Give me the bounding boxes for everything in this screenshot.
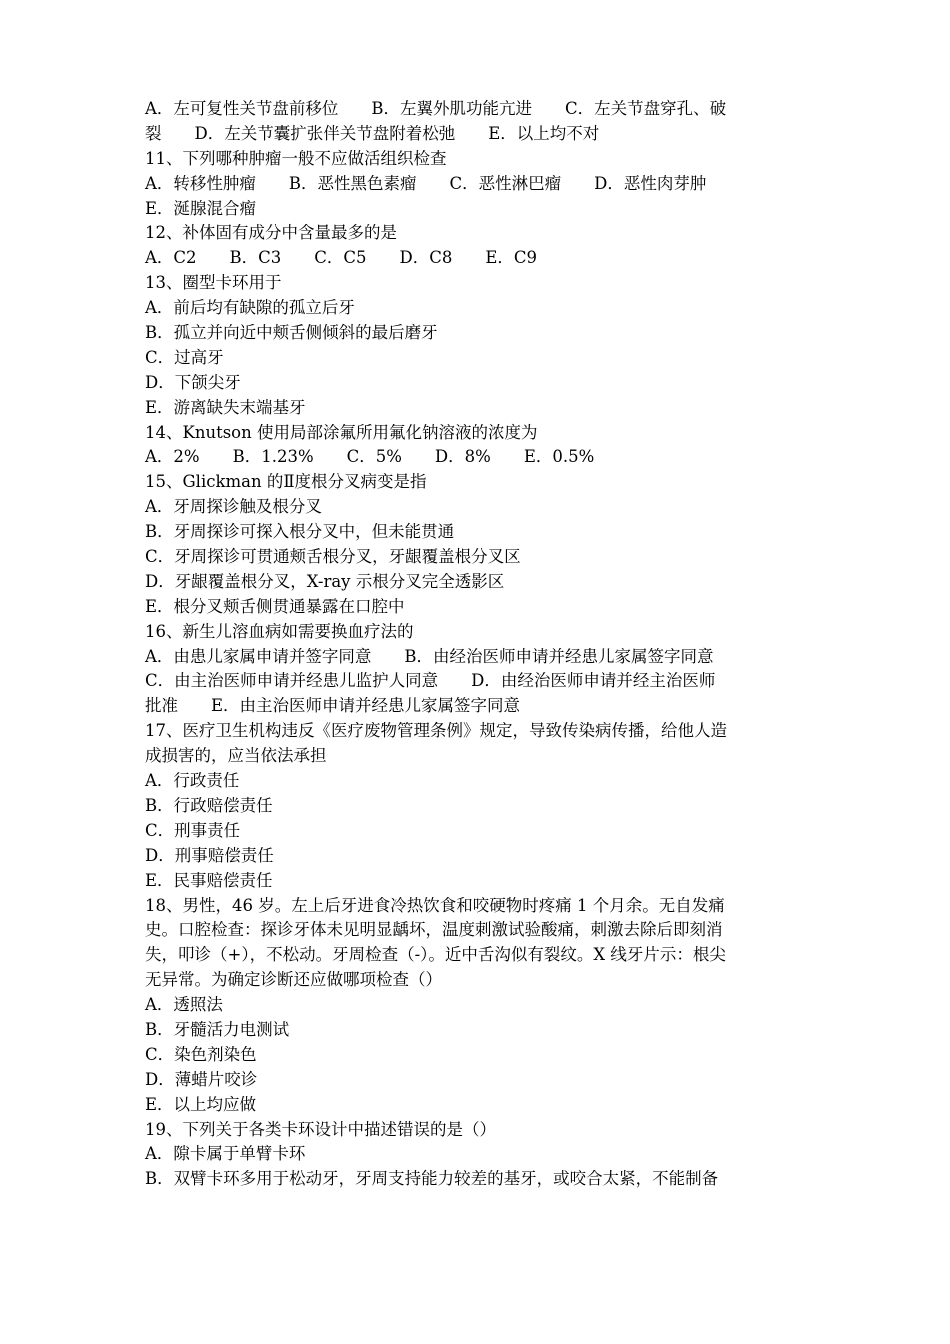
question-15-stem: 15、Glickman 的Ⅱ度根分叉病变是指	[145, 472, 427, 492]
question-11-options: A．转移性肿瘤 B．恶性黑色素瘤 C．恶性淋巴瘤 D．恶性肉芽肿	[145, 173, 707, 193]
text-line: E．涎腺混合瘤	[145, 198, 257, 218]
option-line: D．牙龈覆盖根分叉，X-ray 示根分叉完全透影区	[145, 571, 505, 591]
question-13-stem: 13、圈型卡环用于	[145, 273, 282, 293]
option-line: B．双臂卡环多用于松动牙，牙周支持能力较差的基牙，或咬合太紧，不能制备	[145, 1169, 719, 1189]
text-line: 失，叩诊（+），不松动。牙周检查（-）。近中舌沟似有裂纹。X 线牙片示：根尖	[145, 945, 726, 965]
option-line: D．下颌尖牙	[145, 372, 241, 392]
option-line: C．由主治医师申请并经患儿监护人同意 D．由经治医师申请并经主治医师	[145, 671, 716, 691]
option-line: 批准 E．由主治医师申请并经患儿家属签字同意	[145, 696, 521, 716]
option-line: C．过高牙	[145, 347, 224, 367]
question-16-stem: 16、新生儿溶血病如需要换血疗法的	[145, 621, 414, 641]
option-line: A．牙周探诊触及根分叉	[145, 497, 322, 517]
option-line: A．前后均有缺隙的孤立后牙	[145, 298, 355, 318]
question-17-stem: 17、医疗卫生机构违反《医疗废物管理条例》规定，导致传染病传播，给他人造	[145, 721, 727, 741]
option-line: A．行政责任	[145, 771, 240, 791]
option-line: A．隙卡属于单臂卡环	[145, 1144, 306, 1164]
option-line: E．民事赔偿责任	[145, 870, 273, 890]
text-line: 史。口腔检查：探诊牙体未见明显龋坏，温度刺激试验酸痛，刺激去除后即刻消	[145, 920, 723, 940]
option-line: E．游离缺失末端基牙	[145, 397, 306, 417]
question-12-stem: 12、补体固有成分中含量最多的是	[145, 223, 397, 243]
question-19-stem: 19、下列关于各类卡环设计中描述错误的是（）	[145, 1119, 496, 1139]
option-line: C．染色剂染色	[145, 1044, 257, 1064]
option-line: C．牙周探诊可贯通颊舌根分叉，牙龈覆盖根分叉区	[145, 547, 521, 567]
text-line: 无异常。为确定诊断还应做哪项检查（）	[145, 970, 442, 990]
option-line: A．由患儿家属申请并签字同意 B．由经治医师申请并经患儿家属签字同意	[145, 646, 714, 666]
option-line: B．行政赔偿责任	[145, 795, 273, 815]
text-line: A．左可复性关节盘前移位 B．左翼外肌功能亢进 C．左关节盘穿孔、破	[145, 99, 727, 118]
option-line: E．根分叉颊舌侧贯通暴露在口腔中	[145, 596, 405, 616]
document-page	[145, 97, 817, 1192]
option-line: D．刑事赔偿责任	[145, 845, 274, 865]
option-line: B．牙髓活力电测试	[145, 1019, 290, 1039]
option-line: A．透照法	[145, 995, 223, 1015]
option-line: C．刑事责任	[145, 820, 241, 840]
text-line: 裂 D．左关节囊扩张伴关节盘附着松弛 E．以上均不对	[145, 123, 600, 143]
question-12-options: A．C2 B．C3 C．C5 D．C8 E．C9	[145, 248, 538, 268]
option-line: B．牙周探诊可探入根分叉中，但未能贯通	[145, 522, 455, 542]
option-line: B．孤立并向近中颊舌侧倾斜的最后磨牙	[145, 323, 438, 343]
option-line: D．薄蜡片咬诊	[145, 1069, 258, 1089]
question-18-stem: 18、男性，46 岁。左上后牙进食冷热饮食和咬硬物时疼痛 1 个月余。无自发痛	[145, 895, 725, 915]
question-14-options: A．2% B．1.23% C．5% D．8% E．0.5%	[145, 447, 595, 467]
text-line: 成损害的，应当依法承担	[145, 746, 327, 766]
question-14-stem: 14、Knutson 使用局部涂氟所用氟化钠溶液的浓度为	[145, 422, 538, 442]
question-11-stem: 11、下列哪种肿瘤一般不应做活组织检查	[145, 148, 447, 168]
option-line: E．以上均应做	[145, 1094, 257, 1114]
